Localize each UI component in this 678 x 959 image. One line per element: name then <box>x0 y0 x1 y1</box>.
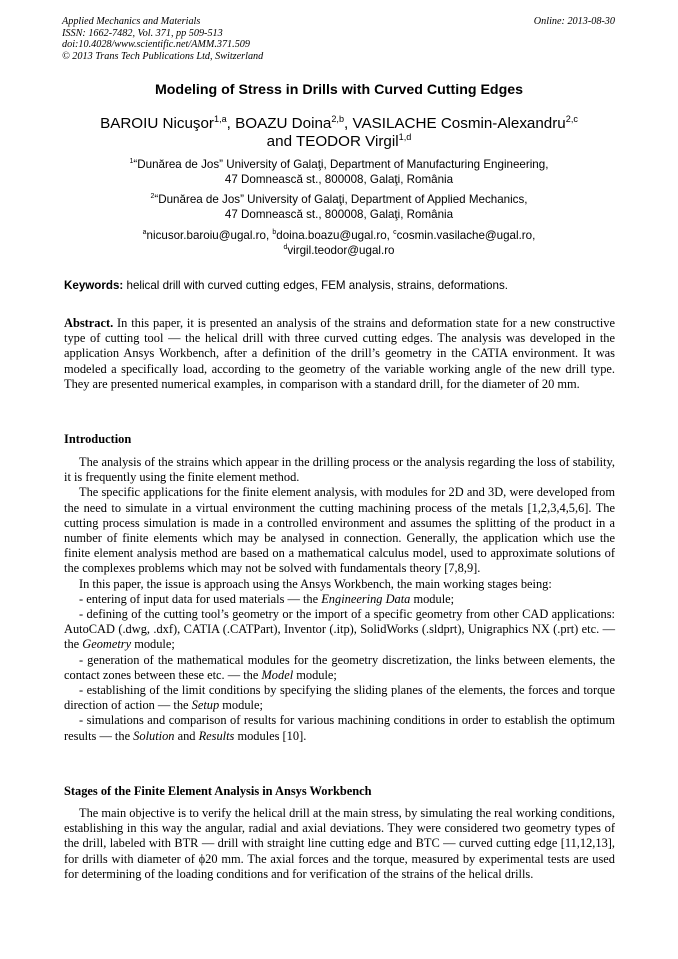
author-emails: $^a$nicusor.baroiu@ugal.ro, $^b$doina.boazu@ugal.ro, $^c$cosmin.vasilache@ugal.ro, $^d$virgil.teodor@ugal.ro <box>142 229 536 257</box>
list-item: - entering of input data for used materials — the Engineering Data module; <box>79 591 455 606</box>
author-name: and TEODOR Virgil <box>266 133 399 150</box>
issn-line: ISSN: 1662-7482, Vol. 371, pp 509-513 <box>62 27 223 39</box>
author-sup: 1,a <box>214 113 227 124</box>
journal-header <box>62 16 263 62</box>
paragraph: The specific applications for the finite element analysis, with modules for 2D and 3D, were developed from the need to simulate in a virtual environment the cutting machining process of the metals [1,2,3,4,5,6]. The cutting process simulation is made in a controlled environment and assumes the splitting of the product in a number of finite elements which may be analysed in connection. Generally, the application which use the finite element analysis method are based on a mathematical calculus model, used to approximate solutions of the complexes problems which may not be solved with fundamentals theory [7,8,9]. <box>64 485 615 576</box>
journal-name: Applied Mechanics and Materials <box>62 16 201 27</box>
paragraph: The main objective is to verify the helical drill at the main stress, by simulating the real working conditions, establishing in this way the angular, radial and axial deviations. They were considered two geometry types of the drill, labeled with BTR — drill with straight line cutting edge and BTC — curved cutting edge [11,12,13], for drills with diameter of ϕ20 mm. The axial forces and the torque, measured by experimental tests are used for determining of the loading conditions and for verification of the strains of the helical drills. <box>64 806 615 881</box>
stages-body <box>64 806 615 882</box>
introduction-body <box>64 455 615 744</box>
email-link[interactable]: cosmin.vasilache@ugal.ro, <box>396 229 536 242</box>
author-name: BAROIU Nicuşor <box>100 115 214 132</box>
doi-line: doi:10.4028/www.scientific.net/AMM.371.509 <box>62 39 250 51</box>
author-sup: 2,c <box>565 113 578 124</box>
paper-title: Modeling of Stress in Drills with Curved Cutting Edges <box>154 82 524 98</box>
email-link[interactable]: nicusor.baroiu@ugal.ro, <box>146 229 273 242</box>
author-name: BOAZU Doina <box>235 115 332 132</box>
author-sup: 2,b <box>331 113 345 124</box>
section-heading-stages: Stages of the Finite Element Analysis in Ansys Workbench <box>64 784 372 798</box>
copyright-line: © 2013 Trans Tech Publications Ltd, Switzerland <box>62 50 264 62</box>
abstract-label: Abstract. <box>64 316 114 330</box>
abstract-text: In this paper, it is presented an analysis of the strains and deformation state for a new constructive type of cutting tool — the helical drill with three curved cutting edges. The analysis was developed in the application Ansys Workbench, after a definition of the drill’s geometry in the CATIA environment. It was modeled a specifically load, according to the geometry of the variable working angle of the new drill type. They are presented numerical examples, in comparison with a standard drill, for the diameter of 20 mm. <box>64 316 615 391</box>
author-name: VASILACHE Cosmin-Alexandru <box>352 115 566 132</box>
online-date: Online: 2013-08-30 <box>533 16 615 27</box>
list-item: - generation of the mathematical modules for the geometry discretization, the links between elements, the contact zones between these etc. — the Model module; <box>64 652 615 682</box>
abstract <box>64 316 615 392</box>
list-item: - defining of the cutting tool’s geometry or the import of a specific geometry from other CAD applications: AutoCAD (.dwg, .dxf), CATIA (.CATPart), Inventor (.itp), SolidWorks (.sldprt), Unigraphics NX (.prt) etc. — the Geometry module; <box>64 607 615 652</box>
keywords <box>64 279 620 292</box>
section-heading-introduction: Introduction <box>64 432 132 446</box>
affiliation-2: $^2$“Dunărea de Jos” University of Galaţi, Department of Applied Mechanics, 47 Domnească st., 800008, Galaţi, România <box>150 193 528 221</box>
list-item: - simulations and comparison of results for various machining conditions in order to establish the optimum results — the Solution and Results modules [10]. <box>64 713 615 743</box>
author-sup: 1,d <box>398 131 412 142</box>
affiliation-1: $^1$“Dunărea de Jos” University of Galaţi, Department of Manufacturing Engineering, 47 Domnească st., 800008, Galaţi, România <box>129 158 549 186</box>
paragraph: The analysis of the strains which appear in the drilling process or the analysis regarding the loss of stability, it is frequently using the finite element method. <box>64 455 615 485</box>
email-link[interactable]: virgil.teodor@ugal.ro <box>287 244 395 257</box>
list-item: - establishing of the limit conditions by specifying the sliding planes of the elements, the forces and torque direction of action — the Setup module; <box>64 683 615 713</box>
email-link[interactable]: doina.boazu@ugal.ro, <box>276 229 394 242</box>
keywords-text: helical drill with curved cutting edges, FEM analysis, strains, deformations. <box>123 279 508 292</box>
paragraph: In this paper, the issue is approach using the Ansys Workbench, the main working stages being: <box>79 576 552 591</box>
keywords-label: Keywords: <box>64 279 124 292</box>
author-list: BAROIU Nicuşor$^{1,a}$, BOAZU Doina$^{2,b}$, VASILACHE Cosmin-Alexandru$^{2,c}$ and TEODOR Virgil$^{1,d}$ <box>100 113 578 150</box>
